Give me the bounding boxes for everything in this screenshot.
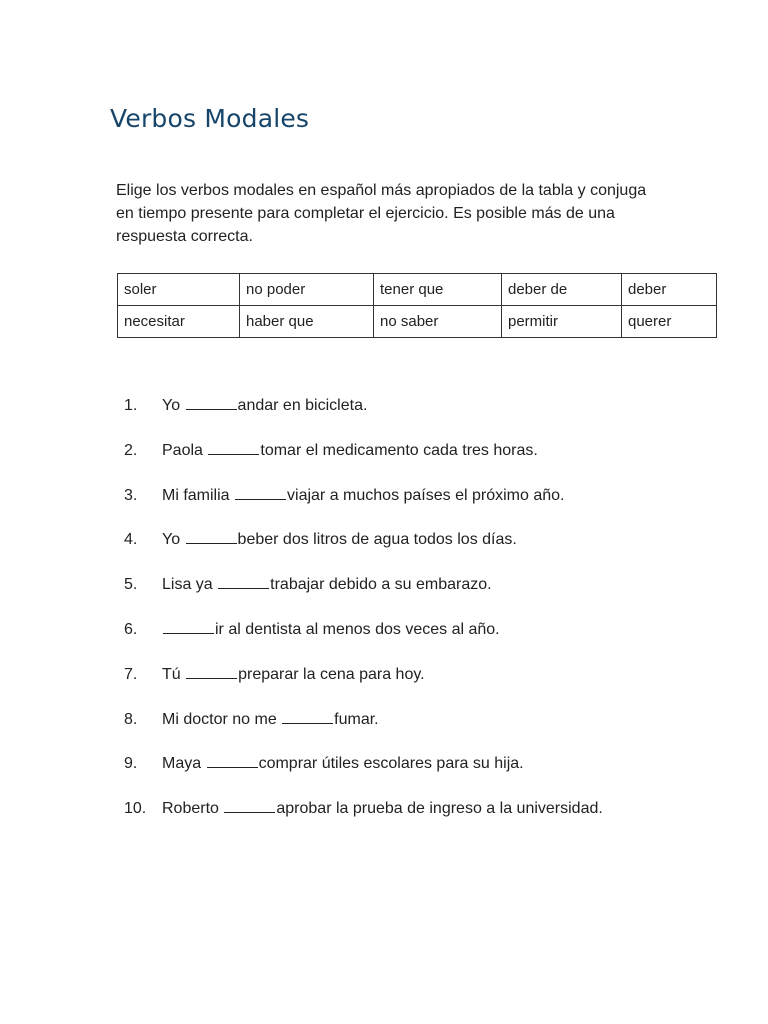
answer-blank: [218, 574, 269, 589]
exercise-number: 6.: [124, 620, 138, 638]
table-cell: querer: [622, 306, 717, 338]
exercise-number: 9.: [124, 755, 138, 773]
answer-blank: [163, 619, 214, 634]
answer-blank: [224, 798, 275, 813]
exercise-text-after: fumar.: [334, 710, 379, 728]
answer-blank: [282, 709, 333, 724]
answer-blank: [186, 664, 237, 679]
verb-table: [117, 273, 717, 338]
page-title: Verbos Modales: [110, 104, 310, 133]
table-cell: haber que: [240, 306, 374, 338]
exercise-text-before: Mi doctor no me: [162, 710, 282, 728]
exercise-number: 4.: [124, 531, 138, 549]
exercise-text-after: comprar útiles escolares para su hija.: [258, 755, 524, 773]
table-cell: necesitar: [118, 306, 240, 338]
exercise-number: 2.: [124, 441, 138, 459]
exercise-number: 10.: [124, 800, 147, 818]
exercise-text-before: Yo: [162, 397, 185, 414]
table-cell: deber: [622, 274, 717, 306]
exercise-text-after: aprobar la prueba de ingreso a la universidad.: [276, 800, 603, 818]
table-cell: permitir: [502, 306, 622, 338]
exercise-text-after: tomar el medicamento cada tres horas.: [260, 441, 538, 459]
exercise-text-after: beber dos litros de agua todos los días.: [237, 531, 517, 549]
exercise-text-after: andar en bicicleta.: [237, 397, 368, 414]
exercise-item: [124, 708, 603, 753]
exercise-number: 5.: [124, 576, 138, 594]
answer-blank: [186, 395, 237, 410]
exercise-number: 7.: [124, 665, 138, 683]
exercise-item: [124, 752, 603, 797]
exercise-item: [124, 573, 603, 618]
answer-blank: [207, 753, 258, 768]
exercise-item: [124, 439, 603, 484]
exercise-number: 8.: [124, 710, 138, 728]
table-cell: no saber: [374, 306, 502, 338]
exercise-item: [124, 528, 603, 573]
exercise-number: 3.: [124, 486, 138, 504]
exercise-item: [124, 618, 603, 663]
exercise-list: [124, 394, 603, 842]
exercise-item: [124, 663, 603, 708]
answer-blank: [208, 440, 259, 455]
answer-blank: [235, 485, 286, 500]
table-cell: soler: [118, 274, 240, 306]
table-cell: deber de: [502, 274, 622, 306]
exercise-number: 1.: [124, 397, 138, 414]
exercise-text-after: viajar a muchos países el próximo año.: [287, 486, 565, 504]
instructions-paragraph: Elige los verbos modales en español más apropiados de la tabla y conjuga en tiempo presente para completar el ejercicio. Es posible más de una respuesta correcta.: [116, 182, 647, 245]
exercise-text-before: Yo: [162, 531, 185, 549]
exercise-text-before: Paola: [162, 441, 208, 459]
exercise-text-before: Lisa ya: [162, 576, 218, 594]
answer-blank: [186, 529, 237, 544]
table-row: [118, 274, 717, 306]
exercise-text-after: trabajar debido a su embarazo.: [270, 576, 492, 594]
exercise-text-before: Roberto: [162, 800, 224, 818]
exercise-item: [124, 394, 603, 439]
exercise-item: [124, 797, 603, 842]
exercise-text-before: Tú: [162, 665, 186, 683]
exercise-item: [124, 484, 603, 529]
table-cell: tener que: [374, 274, 502, 306]
exercise-text-after: ir al dentista al menos dos veces al año.: [215, 620, 500, 638]
table-row: [118, 306, 717, 338]
exercise-text-after: preparar la cena para hoy.: [238, 665, 425, 683]
exercise-text-before: Maya: [162, 755, 206, 773]
exercise-text-before: Mi familia: [162, 486, 235, 504]
table-cell: no poder: [240, 274, 374, 306]
